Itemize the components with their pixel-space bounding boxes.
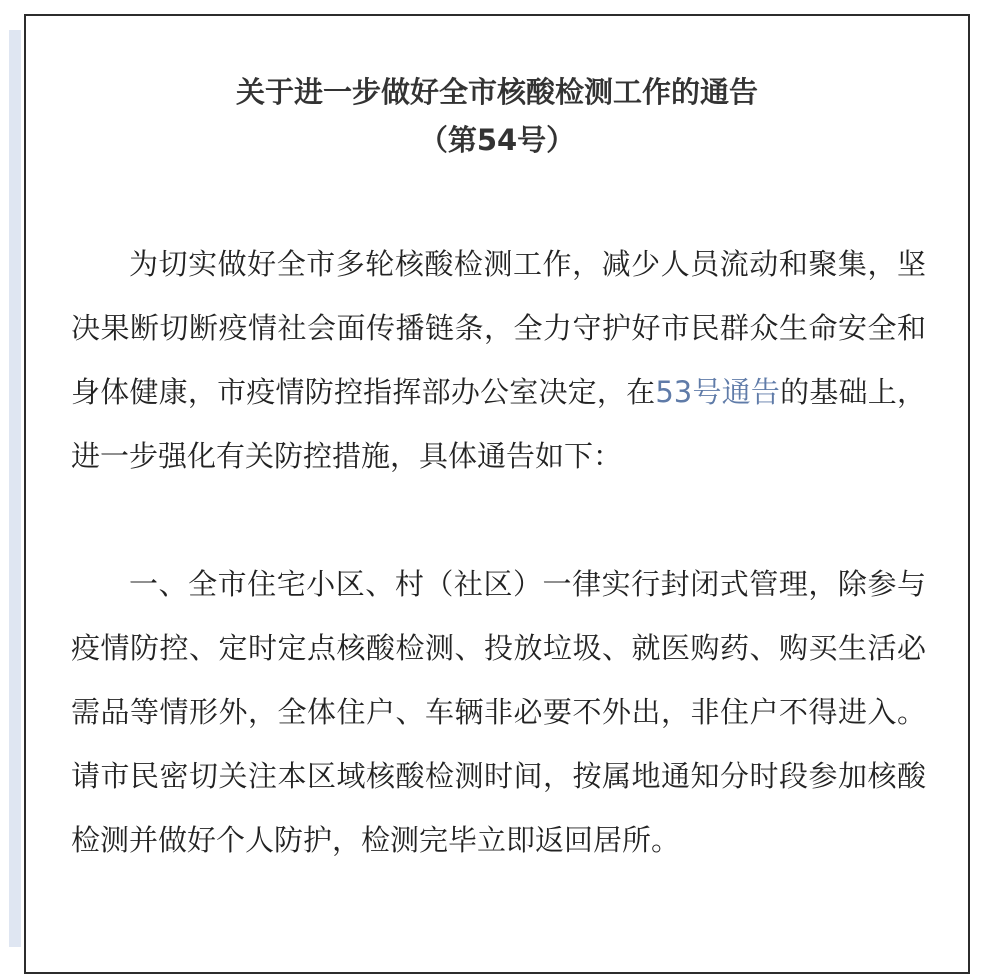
intro-text-before-link: 为切实做好全市多轮核酸检测工作，减少人员流动和聚集，坚决果断切断疫情社会面传播链条，全力守护好市民群众生命安全和身体健康，市疫情防控指挥部办公室决定，在 xyxy=(71,247,926,409)
item-one-paragraph: 一、全市住宅小区、村（社区）一律实行封闭式管理，除参与疫情防控、定时定点核酸检测、投放垃圾、就医购药、购买生活必需品等情形外，全体住户、车辆非必要不外出，非住户不得进入。请市民密切关注本区域核酸检测时间，按属地通知分时段参加核酸检测并做好个人防护，检测完毕立即返回居所。 xyxy=(71,567,926,857)
intro-text-after-link: 的基础上，进一步强化有关防控措施，具体通告如下： xyxy=(71,375,926,473)
notice-body xyxy=(71,232,926,872)
notice-header xyxy=(24,68,970,164)
notice-title: 关于进一步做好全市核酸检测工作的通告 xyxy=(235,75,758,109)
intro-paragraph xyxy=(71,232,926,488)
left-decorative-stripe xyxy=(9,30,21,947)
notice-53-link[interactable]: 53号通告 xyxy=(655,375,781,409)
notice-number: （第54号） xyxy=(418,123,576,157)
